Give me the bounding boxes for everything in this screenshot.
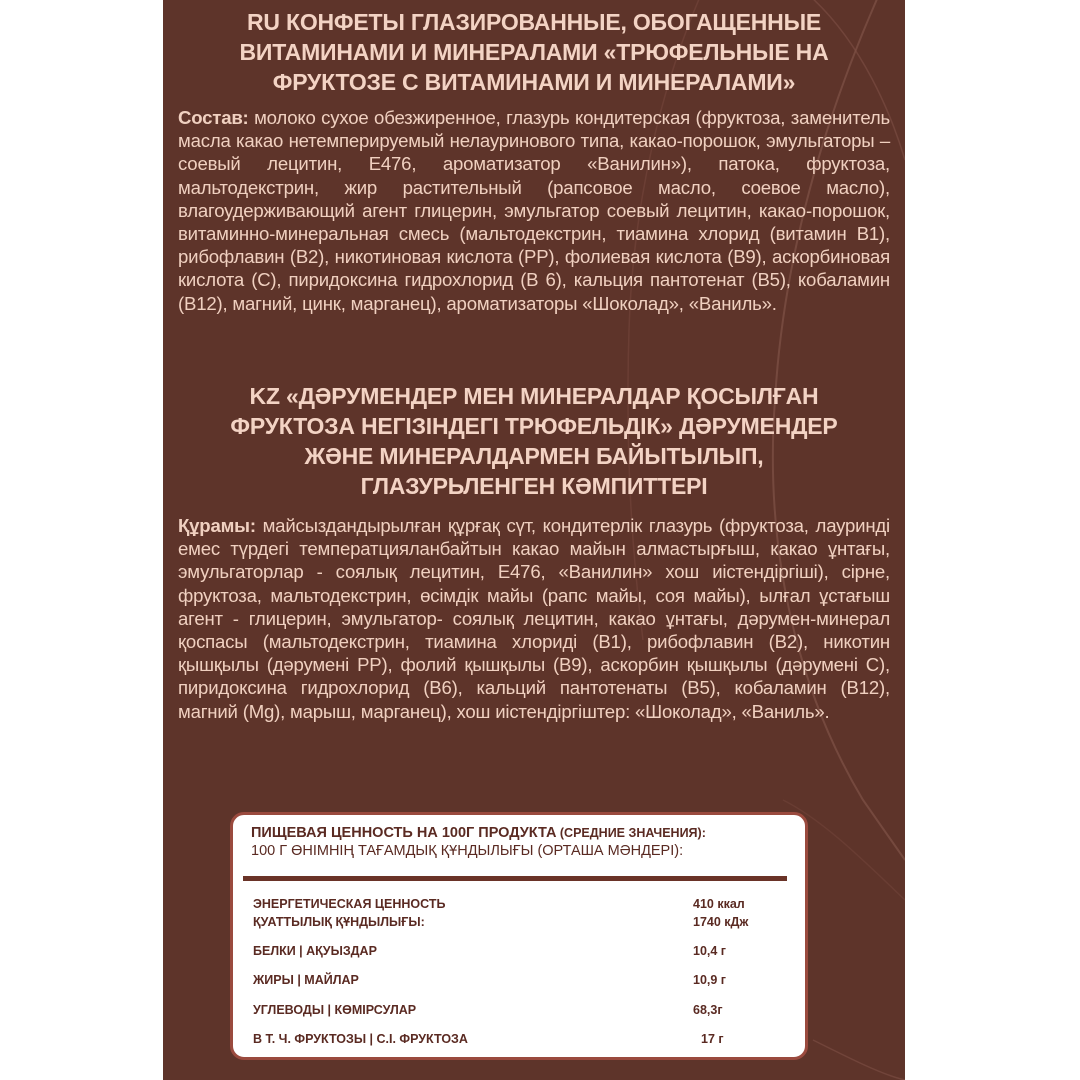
- nutrition-value: [693, 895, 748, 931]
- ru-ingredients-label: Состав:: [178, 107, 249, 128]
- kz-ingredients: [178, 514, 890, 723]
- nutrition-name: В Т. Ч. ФРУКТОЗЫ | С.І. ФРУКТОЗА: [253, 1032, 468, 1046]
- kz-title-line: KZ «ДӘРУМЕНДЕР МЕН МИНЕРАЛДАР ҚОСЫЛҒАН: [249, 383, 819, 409]
- nutrition-value: 10,9 г: [693, 973, 727, 987]
- kz-ingredients-label: Құрамы:: [178, 515, 256, 536]
- nutrition-value: 17 г: [701, 1032, 724, 1046]
- nutrition-header-ru: [251, 824, 791, 842]
- ru-product-title: [183, 7, 885, 97]
- nutrition-value: 10,4 г: [693, 944, 727, 958]
- nutrition-facts-box: [230, 812, 808, 1060]
- ru-title-line: ВИТАМИНАМИ И МИНЕРАЛАМИ «ТРЮФЕЛЬНЫЕ НА: [239, 39, 829, 65]
- kz-title-line: ФРУКТОЗА НЕГІЗІНДЕГІ ТРЮФЕЛЬДІК» ДӘРУМЕНДЕР: [230, 413, 838, 439]
- ru-ingredients-text: молоко сухое обезжиренное, глазурь кондитерская (фруктоза, заменитель масла какао нетемперируемый нелауринового типа, какао-порошок, эмульгаторы – соевый лецитин, E476, ароматизатор «Ванилин»), патока, фруктоза, мальтодекстрин, жир растительный (рапсовое масло, соевое масло), влагоудерживающий агент глицерин, эмульгатор соевый лецитин, какао-порошок, витаминно-минеральная смесь (мальтодекстрин, тиамина хлорид (витамин B1), рибофлавин (B2), никотиновая кислота (PP), фолиевая кислота (B9), аскорбиновая кислота (C), пиридоксина гидрохлорид (B 6), кальция пантотенат (B5), кобаламин (B12), магний, цинк, марганец), ароматизаторы «Шоколад», «Ваниль».: [178, 107, 890, 314]
- ru-title-line: ФРУКТОЗЕ С ВИТАМИНАМИ И МИНЕРАЛАМИ»: [272, 69, 796, 95]
- kz-ingredients-text: майсыздандырылған құрғақ сүт, кондитерлік глазурь (фруктоза, лауринді емес түрдегі температцияланбайтын какао майын алмастырғыш, какао ұнтағы, эмульгаторлар - соялық лецитин, E476, «Ванилин» хош иістендіргіші), сірне, фруктоза, мальтодекстрин, өсімдік майы (рапс майы, соя майы), ылғал ұстағыш агент - глицерин, эмульгатор- соялық лецитин, какао ұнтағы, дәрумен-минерал қоспасы (мальтодекстрин, тиамина хлориді (B1), рибофлавин (B2), никотин қышқылы (дәрумені PP), фолий қышқылы (B9), аскорбин қышқылы (дәрумені C), пиридоксина гидрохлорид (B6), кальций пантотенаты (B5), кобаламин (B12), магний (Mg), марыш, марганец), хош иістендіргіштер: «Шоколад», «Ваниль».: [178, 515, 890, 722]
- nutrition-name: ЖИРЫ | МАЙЛАР: [253, 973, 359, 987]
- nutrition-header-ru-note: (СРЕДНИЕ ЗНАЧЕНИЯ):: [556, 826, 706, 840]
- kz-title-line: ЖӘНЕ МИНЕРАЛДАРМЕН БАЙЫТЫЛЫП,: [304, 443, 764, 469]
- nutrition-value: 68,3г: [693, 1003, 723, 1017]
- nutrition-header-kz: 100 Г ӨНІМНІҢ ТАҒАМДЫҚ ҚҰНДЫЛЫҒЫ (ОРТАША МӘНДЕРІ):: [251, 843, 684, 859]
- ru-title-line: RU КОНФЕТЫ ГЛАЗИРОВАННЫЕ, ОБОГАЩЕННЫЕ: [246, 9, 822, 35]
- nutrition-divider: [243, 876, 787, 881]
- nutrition-header-ru-main: ПИЩЕВАЯ ЦЕННОСТЬ НА 100Г ПРОДУКТА: [251, 825, 557, 841]
- kz-title-line: ГЛАЗУРЬЛЕНГЕН КӘМПИТТЕРІ: [360, 473, 708, 499]
- nutrition-name: УГЛЕВОДЫ | КӨМІРСУЛАР: [253, 1003, 417, 1017]
- nutrition-name: БЕЛКИ | АҚУЫЗДАР: [253, 944, 377, 958]
- product-label-panel: [163, 0, 905, 1080]
- energy-kcal: 410 ккал: [693, 897, 745, 911]
- energy-label-ru: ЭНЕРГЕТИЧЕСКАЯ ЦЕННОСТЬ: [253, 897, 446, 911]
- ru-ingredients: [178, 106, 890, 315]
- nutrition-name: [253, 895, 445, 931]
- nutrition-header: [251, 824, 791, 860]
- kz-product-title: [183, 381, 885, 501]
- energy-label-kz: ҚУАТТЫЛЫҚ ҚҰНДЫЛЫҒЫ:: [253, 915, 425, 929]
- energy-kj: 1740 кДж: [693, 915, 749, 929]
